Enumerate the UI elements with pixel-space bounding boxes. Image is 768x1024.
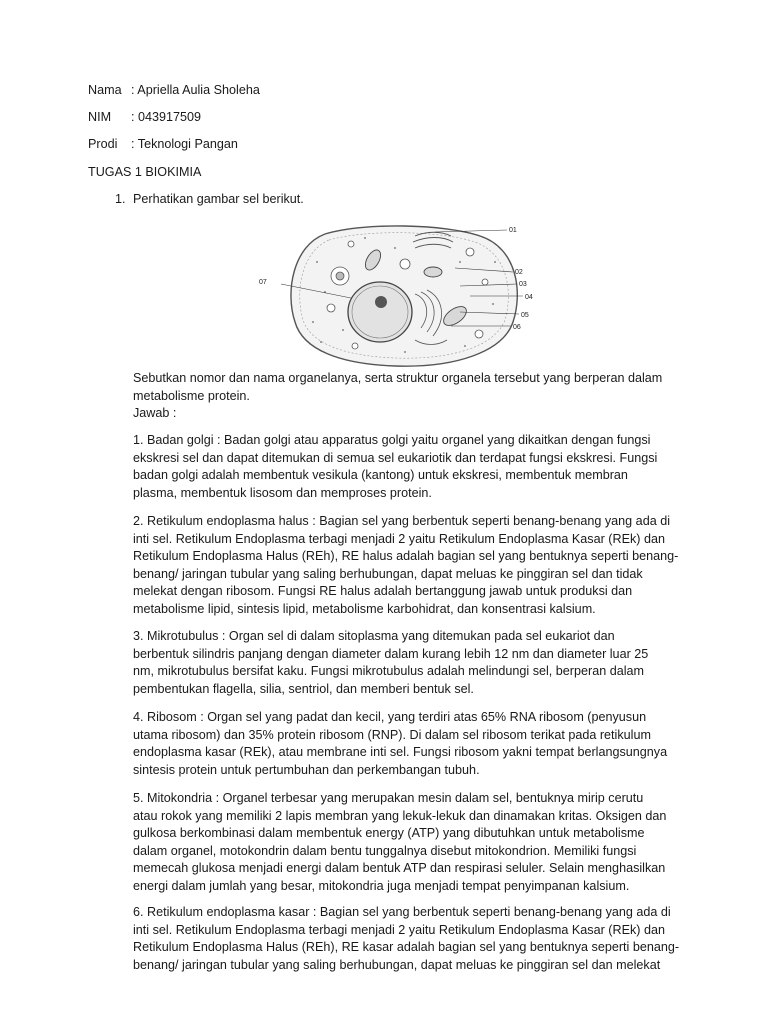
prompt-line: Sebutkan nomor dan nama organelanya, serta struktur organela tersebut yang berperan dalam — [133, 371, 663, 385]
question-text: Perhatikan gambar sel berikut. — [133, 192, 304, 206]
answer-line: 4. Ribosom : Organ sel yang padat dan kecil, yang terdiri atas 65% RNA ribosom (penyusun — [133, 710, 647, 724]
label-06: 06 — [513, 324, 521, 331]
nim-label: NIM — [88, 110, 112, 124]
answer-line: memecah glukosa menjadi energi dalam bentuk ATP dan respirasi seluler. Selain menghasilkan — [133, 861, 666, 876]
prompt-block — [133, 370, 688, 423]
answer-4 — [133, 709, 688, 779]
answer-line: utama ribosom) dan 35% protein ribosom (RNP). Di dalam sel ribosom terikat pada retikulum — [133, 727, 651, 742]
answer-6 — [133, 904, 688, 974]
label-07: 07 — [259, 279, 267, 286]
label-05: 05 — [521, 312, 529, 319]
prodi-label: Prodi — [88, 137, 118, 151]
answer-line: 2. Retikulum endoplasma halus : Bagian sel yang berbentuk seperti benang-benang yang ada di — [133, 514, 670, 528]
answer-line: atau rokok yang memiliki 2 lapis membran yang lekuk-lekuk dan dinamakan kritas. Oksigen dan — [133, 808, 667, 823]
prodi-value: : Teknologi Pangan — [131, 137, 238, 151]
answer-line: ekskresi sel dan dapat ditemukan di semua sel eukariotik dan terdapat fungsi ekskresi. Fungsi — [133, 450, 658, 465]
label-03: 03 — [519, 281, 527, 288]
answer-line: Retikulum Endoplasma Halus (REh), RE kasar adalah bagian sel yang bentuknya seperti benang- — [133, 940, 680, 955]
answer-line: 1. Badan golgi : Badan golgi atau apparatus golgi yaitu organel yang dikaitkan dengan fungsi — [133, 433, 651, 447]
answer-line: endoplasma kasar (REk), atau membrane inti sel. Fungsi ribosom yakni tempat berlangsungnya — [133, 745, 668, 760]
answer-line: badan golgi adalah membentuk vesikula (kantong) untuk ekskresi, membentuk membran — [133, 468, 628, 483]
task-title: TUGAS 1 BIOKIMIA — [88, 165, 202, 179]
answer-line: 5. Mitokondria : Organel terbesar yang merupakan mesin dalam sel, bentuknya mirip cerutu — [133, 791, 644, 805]
answer-line: Retikulum Endoplasma Halus (REh), RE halus adalah bagian sel yang bentuknya seperti benang- — [133, 549, 679, 564]
answer-line: dalam organel, motokondrin dalam bentu tunggalnya disebut mitokondrion. Memiliki fungsi — [133, 843, 637, 858]
answer-line: energi dalam jumlah yang besar, mitokondria juga menjadi tempat penyimpanan kalsium. — [133, 878, 630, 893]
answer-5 — [133, 790, 688, 896]
answer-line: 3. Mikrotubulus : Organ sel di dalam sitoplasma yang ditemukan pada sel eukariot dan — [133, 629, 615, 643]
answer-1 — [133, 432, 688, 502]
jawab-label: Jawab : — [133, 406, 177, 421]
nama-value: : Apriella Aulia Sholeha — [131, 83, 260, 97]
answer-line: pembentukan flagella, silia, sentriol, dan memberi bentuk sel. — [133, 681, 474, 696]
nama-label: Nama — [88, 83, 122, 97]
answer-line: gulkosa berkombinasi dalam membentuk energy (ATP) yang dibutuhkan untuk metabolisme — [133, 826, 645, 841]
question-number: 1. — [115, 192, 126, 206]
answer-2 — [133, 513, 688, 619]
nucleus — [348, 282, 412, 342]
answer-line: melekat dengan ribosom. Fungsi RE halus adalah bertanggung jawab untuk produksi dan — [133, 584, 633, 599]
answer-line: 6. Retikulum endoplasma kasar : Bagian sel yang berbentuk seperti benang-benang yang ada di — [133, 905, 671, 919]
answer-line: metabolisme lipid, sintesis lipid, metabolisme karbohidrat, dan konsentrasi kalsium. — [133, 601, 596, 616]
answer-line: inti sel. Retikulum Endoplasma terbagi menjadi 2 yaitu Retikulum Endoplasma Kasar (REk) dan — [133, 531, 665, 546]
answer-line: inti sel. Retikulum Endoplasma terbagi menjadi 2 yaitu Retikulum Endoplasma Kasar (REk) dan — [133, 922, 665, 937]
answer-line: sintesis protein untuk pertumbuhan dan perkembangan tubuh. — [133, 762, 480, 777]
answer-line: plasma, membentuk lisosom dan memproses protein. — [133, 485, 432, 500]
label-04: 04 — [525, 294, 533, 301]
answer-line: benang/ jaringan tubular yang saling berhubungan, dapat meluas ke pinggiran sel dan tidak — [133, 566, 643, 581]
answer-line: berbentuk silindris panjang dengan diameter dalam kurang lebih 12 nm dan diameter luar 25 — [133, 646, 649, 661]
answer-line: nm, mikrotubulus bersifat kaku. Fungsi mikrotubulus adalah melindungi sel, berperan dalam — [133, 664, 645, 679]
label-01: 01 — [509, 227, 517, 234]
nim-value: : 043917509 — [131, 110, 202, 124]
label-02: 02 — [515, 269, 523, 276]
prompt-line: metabolisme protein. — [133, 388, 250, 403]
cell-diagram — [255, 222, 555, 368]
answer-line: benang/ jaringan tubular yang saling berhubungan, dapat meluas ke pinggiran sel dan melekat — [133, 957, 661, 972]
answer-3 — [133, 628, 688, 698]
